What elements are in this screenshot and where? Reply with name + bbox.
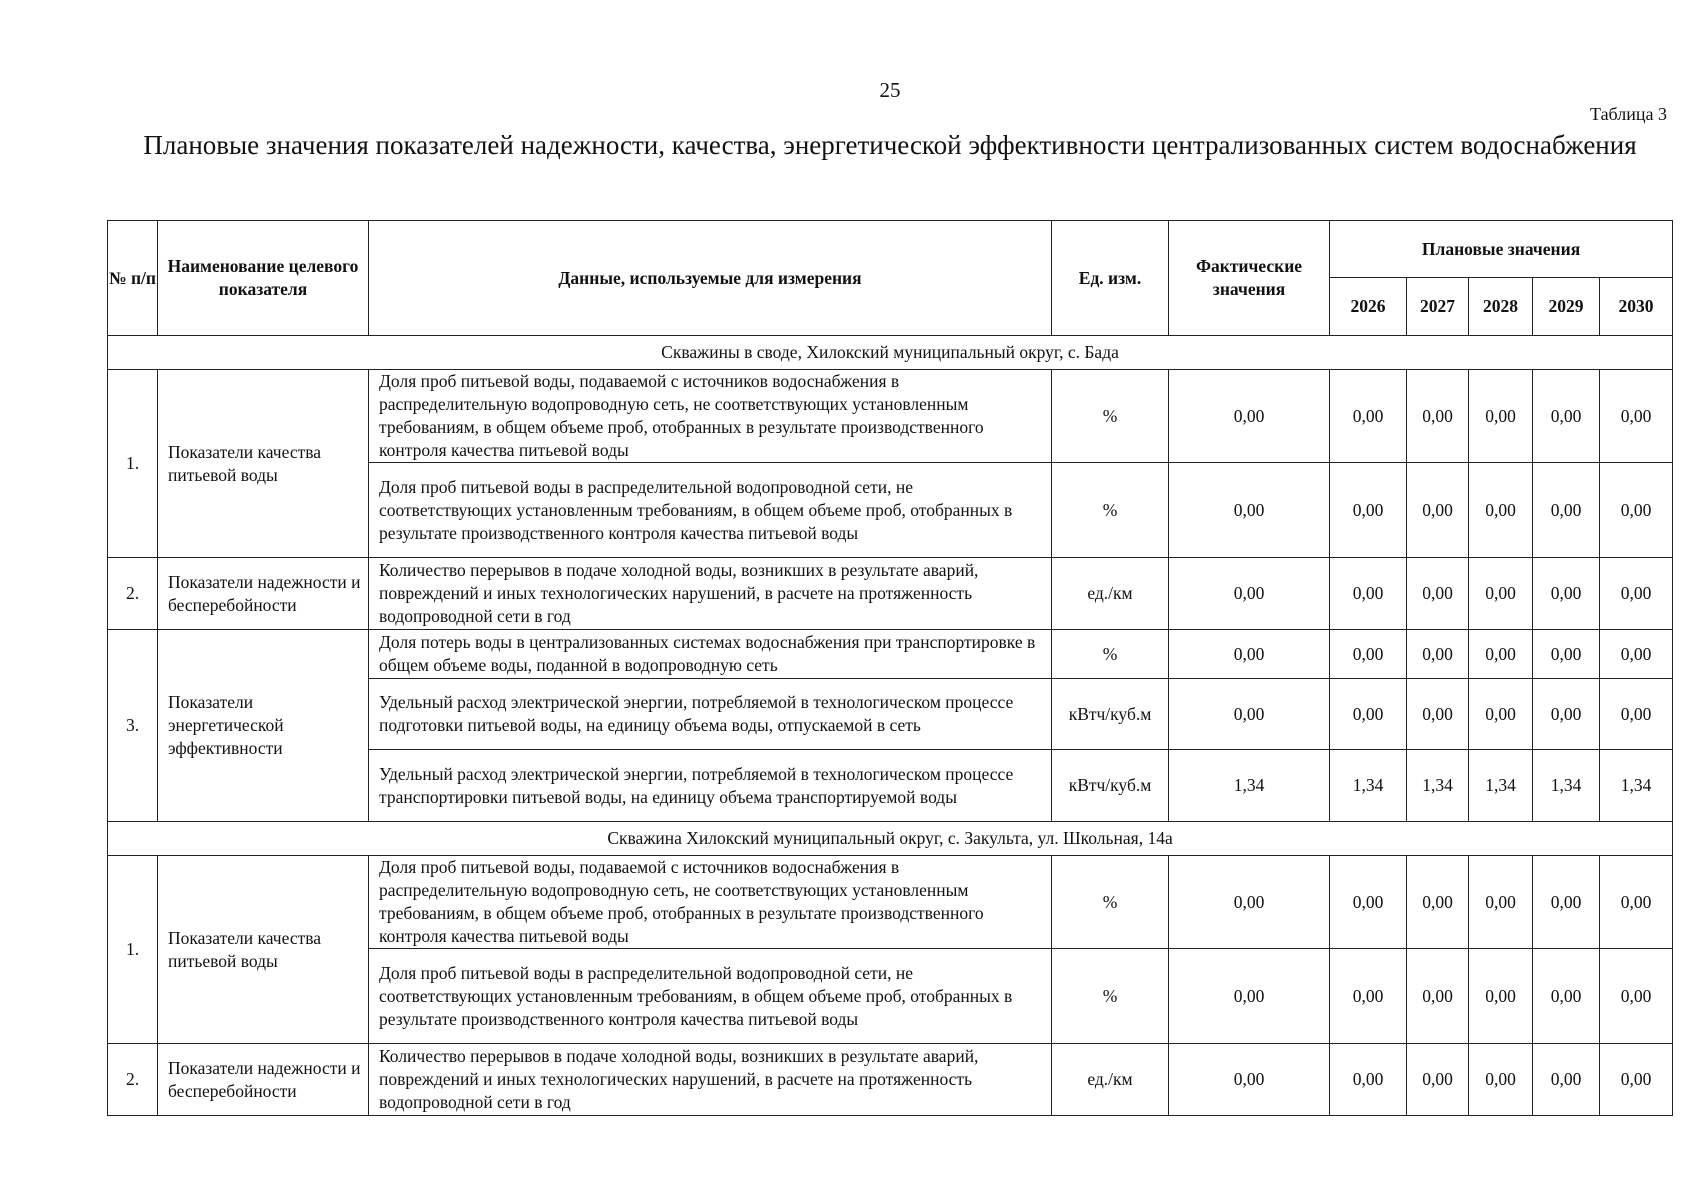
planned-value: 1,34: [1407, 750, 1469, 822]
indicators-table: [107, 220, 1673, 1116]
planned-value: 0,00: [1407, 1044, 1469, 1116]
header-unit: Ед. изм.: [1052, 221, 1169, 336]
measurement-data: Доля проб питьевой воды, подаваемой с источников водоснабжения в распределительную водопроводную сеть, не соответствующих установленным требованиям, в общем объеме проб, отобранных в результате производственного контроля качества питьевой воды: [369, 856, 1052, 949]
planned-value: 0,00: [1330, 370, 1407, 463]
planned-value: 0,00: [1330, 856, 1407, 949]
planned-value: 1,34: [1533, 750, 1600, 822]
indicator-name: Показатели надежности и бесперебойности: [158, 558, 369, 630]
actual-value: 0,00: [1169, 856, 1330, 949]
section-row: [108, 336, 1673, 370]
planned-value: 0,00: [1533, 630, 1600, 679]
actual-value: 0,00: [1169, 679, 1330, 750]
planned-value: 0,00: [1407, 370, 1469, 463]
header-actual: Фактические значения: [1169, 221, 1330, 336]
unit-cell: %: [1052, 370, 1169, 463]
planned-value: 0,00: [1600, 856, 1673, 949]
page-number: 25: [879, 78, 901, 102]
indicator-name: Показатели качества питьевой воды: [158, 856, 369, 1044]
planned-value: 0,00: [1469, 1044, 1533, 1116]
planned-value: 0,00: [1469, 856, 1533, 949]
planned-value: 0,00: [1330, 463, 1407, 558]
unit-cell: ед./км: [1052, 558, 1169, 630]
planned-value: 0,00: [1330, 1044, 1407, 1116]
actual-value: 0,00: [1169, 558, 1330, 630]
header-year: 2028: [1469, 278, 1533, 336]
row-number: 3.: [108, 630, 158, 822]
measurement-data: Доля проб питьевой воды в распределительной водопроводной сети, не соответствующих установленным требованиям, в общем объеме проб, отобранных в результате производственного контроля качества питьевой воды: [369, 949, 1052, 1044]
measurement-data: Количество перерывов в подаче холодной воды, возникших в результате аварий, повреждений и иных технологических нарушений, в расчете на протяженность водопроводной сети в год: [369, 558, 1052, 630]
planned-value: 0,00: [1469, 679, 1533, 750]
table-row: [108, 856, 1673, 949]
unit-cell: %: [1052, 630, 1169, 679]
header-data: Данные, используемые для измерения: [369, 221, 1052, 336]
planned-value: 0,00: [1469, 630, 1533, 679]
planned-value: 0,00: [1533, 370, 1600, 463]
indicator-name: Показатели энергетической эффективности: [158, 630, 369, 822]
planned-value: 1,34: [1600, 750, 1673, 822]
unit-cell: ед./км: [1052, 1044, 1169, 1116]
row-number: 2.: [108, 1044, 158, 1116]
measurement-data: Удельный расход электрической энергии, потребляемой в технологическом процессе транспортировки питьевой воды, на единицу объема транспортируемой воды: [369, 750, 1052, 822]
planned-value: 0,00: [1407, 856, 1469, 949]
header-year: 2027: [1407, 278, 1469, 336]
actual-value: 0,00: [1169, 370, 1330, 463]
planned-value: 0,00: [1600, 630, 1673, 679]
measurement-data: Доля проб питьевой воды в распределительной водопроводной сети, не соответствующих установленным требованиям, в общем объеме проб, отобранных в результате производственного контроля качества питьевой воды: [369, 463, 1052, 558]
header-num: № п/п: [108, 221, 158, 336]
unit-cell: %: [1052, 856, 1169, 949]
row-number: 2.: [108, 558, 158, 630]
planned-value: 0,00: [1407, 463, 1469, 558]
actual-value: 0,00: [1169, 1044, 1330, 1116]
planned-value: 0,00: [1330, 949, 1407, 1044]
planned-value: 0,00: [1600, 463, 1673, 558]
actual-value: 0,00: [1169, 949, 1330, 1044]
section-row: [108, 822, 1673, 856]
unit-cell: кВтч/куб.м: [1052, 679, 1169, 750]
planned-value: 0,00: [1533, 949, 1600, 1044]
planned-value: 0,00: [1330, 679, 1407, 750]
indicator-name: Показатели качества питьевой воды: [158, 370, 369, 558]
table-row: [108, 370, 1673, 463]
document-title: Плановые значения показателей надежности, качества, энергетической эффективности централизованных систем водоснабжения: [143, 130, 1637, 160]
actual-value: 1,34: [1169, 750, 1330, 822]
indicator-name: Показатели надежности и бесперебойности: [158, 1044, 369, 1116]
planned-value: 0,00: [1469, 370, 1533, 463]
header-name: Наименование целевого показателя: [158, 221, 369, 336]
measurement-data: Количество перерывов в подаче холодной воды, возникших в результате аварий, повреждений и иных технологических нарушений, в расчете на протяженность водопроводной сети в год: [369, 1044, 1052, 1116]
planned-value: 0,00: [1600, 679, 1673, 750]
planned-value: 0,00: [1469, 949, 1533, 1044]
actual-value: 0,00: [1169, 630, 1330, 679]
planned-value: 1,34: [1330, 750, 1407, 822]
header-year: 2029: [1533, 278, 1600, 336]
table-header: [108, 221, 1673, 336]
section-title: Скважина Хилокский муниципальный округ, с. Закульта, ул. Школьная, 14а: [108, 822, 1673, 856]
unit-cell: кВтч/куб.м: [1052, 750, 1169, 822]
planned-value: 0,00: [1600, 949, 1673, 1044]
table-body: [108, 336, 1673, 1116]
header-year: 2030: [1600, 278, 1673, 336]
measurement-data: Доля проб питьевой воды, подаваемой с источников водоснабжения в распределительную водопроводную сеть, не соответствующих установленным требованиям, в общем объеме проб, отобранных в результате производственного контроля качества питьевой воды: [369, 370, 1052, 463]
planned-value: 0,00: [1533, 856, 1600, 949]
actual-value: 0,00: [1169, 463, 1330, 558]
planned-value: 0,00: [1600, 370, 1673, 463]
unit-cell: %: [1052, 463, 1169, 558]
table-row: [108, 558, 1673, 630]
section-title: Скважины в своде, Хилокский муниципальный округ, с. Бада: [108, 336, 1673, 370]
planned-value: 0,00: [1330, 630, 1407, 679]
planned-value: 0,00: [1407, 949, 1469, 1044]
planned-value: 0,00: [1407, 630, 1469, 679]
planned-value: 0,00: [1469, 558, 1533, 630]
planned-value: 0,00: [1533, 1044, 1600, 1116]
measurement-data: Удельный расход электрической энергии, потребляемой в технологическом процессе подготовки питьевой воды, на единицу объема воды, отпускаемой в сеть: [369, 679, 1052, 750]
row-number: 1.: [108, 370, 158, 558]
planned-value: 0,00: [1533, 679, 1600, 750]
measurement-data: Доля потерь воды в централизованных системах водоснабжения при транспортировке в общем объеме воды, поданной в водопроводную сеть: [369, 630, 1052, 679]
header-planned: Плановые значения: [1330, 221, 1673, 278]
planned-value: 0,00: [1407, 558, 1469, 630]
planned-value: 0,00: [1600, 1044, 1673, 1116]
planned-value: 0,00: [1533, 463, 1600, 558]
planned-value: 0,00: [1469, 463, 1533, 558]
planned-value: 0,00: [1330, 558, 1407, 630]
planned-value: 0,00: [1600, 558, 1673, 630]
planned-value: 0,00: [1533, 558, 1600, 630]
planned-value: 1,34: [1469, 750, 1533, 822]
table-caption: Таблица 3: [1590, 104, 1667, 124]
unit-cell: %: [1052, 949, 1169, 1044]
table-row: [108, 1044, 1673, 1116]
planned-value: 0,00: [1407, 679, 1469, 750]
row-number: 1.: [108, 856, 158, 1044]
header-year: 2026: [1330, 278, 1407, 336]
table-row: [108, 630, 1673, 679]
